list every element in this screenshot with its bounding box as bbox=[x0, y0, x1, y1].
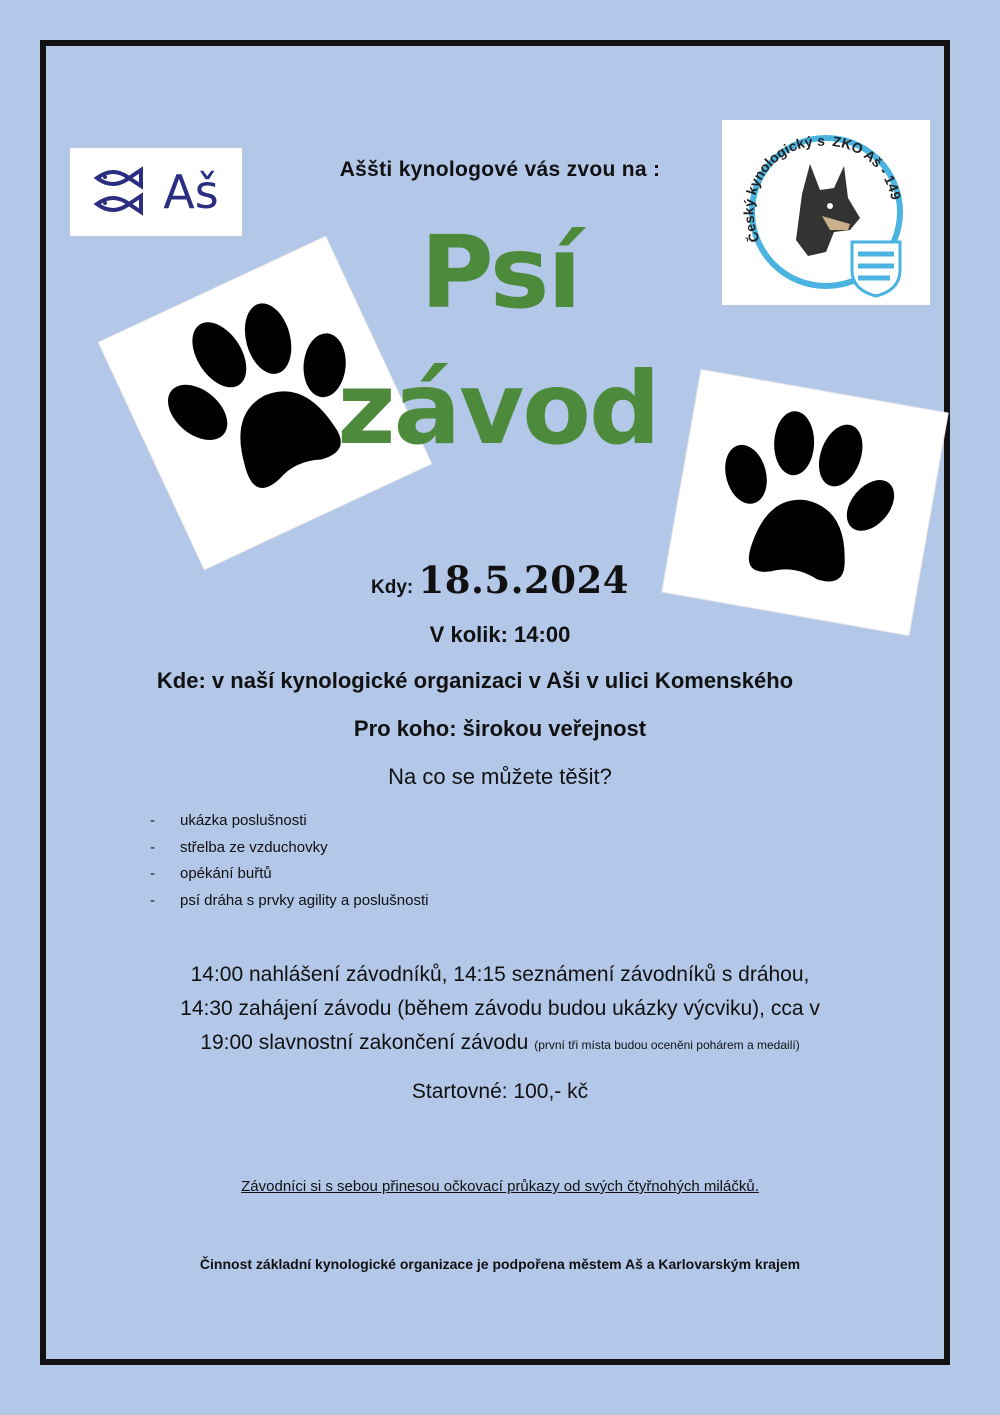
highlights-list bbox=[150, 812, 428, 918]
invite-text: Aššti kynologové vás zvou na : bbox=[339, 158, 661, 181]
list-item: - psí dráha s prvky agility a poslušnosti bbox=[150, 891, 429, 909]
schedule bbox=[0, 958, 1000, 1062]
title-line-2: závod bbox=[337, 350, 659, 467]
vaccination-note: Závodníci si s sebou přinesou očkovací průkazy od svých čtyřnohých miláčků. bbox=[241, 1178, 759, 1195]
schedule-line-2: 14:30 zahájení závodu (během závodu budou ukázky výcviku), cca v bbox=[180, 997, 820, 1020]
club-ring-text-left: Český kynologický s bbox=[740, 132, 826, 245]
event-date bbox=[0, 558, 1000, 602]
support-statement: Činnost základní kynologické organizace je podpořena městem Aš a Karlovarským krajem bbox=[199, 1256, 801, 1272]
schedule-note: (první tři místa budou oceněni pohárem a medailí) bbox=[534, 1038, 800, 1052]
highlights-heading: Na co se můžete těšit? bbox=[388, 764, 612, 789]
date-label: Kdy: bbox=[371, 577, 414, 598]
schedule-line-3: 19:00 slavnostní zakončení závodu (první tři místa budou oceněni pohárem a medailí) bbox=[200, 1031, 800, 1054]
city-logo-text: Aš bbox=[163, 165, 219, 219]
date-value: 18.5.2024 bbox=[418, 558, 629, 602]
event-time: V kolik: 14:00 bbox=[429, 622, 571, 647]
title-line-1: Psí bbox=[420, 214, 580, 331]
list-item: - opékání buřtů bbox=[150, 865, 272, 882]
club-ring-text-right: ZKO Aš - 149 bbox=[831, 132, 905, 202]
list-item: - ukázka poslušnosti bbox=[150, 812, 307, 829]
event-audience: Pro koho: širokou veřejnost bbox=[353, 716, 647, 741]
entry-fee: Startovné: 100,- kč bbox=[411, 1080, 589, 1103]
event-location: Kde: v naší kynologické organizaci v Aši v ulici Komenského bbox=[156, 668, 794, 693]
schedule-line-1: 14:00 nahlášení závodníků, 14:15 seznámení závodníků s dráhou, bbox=[190, 963, 810, 986]
list-item: - střelba ze vzduchovky bbox=[150, 838, 328, 856]
